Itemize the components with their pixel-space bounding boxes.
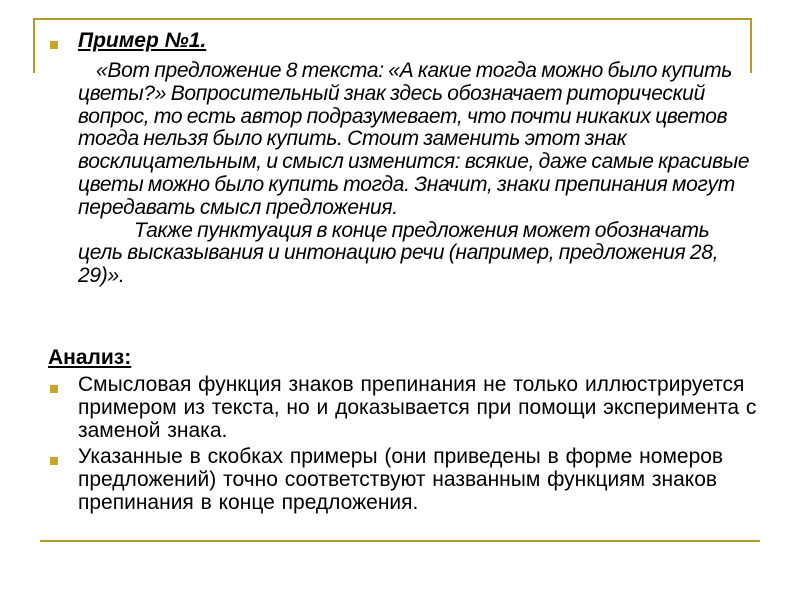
left-divider-line xyxy=(33,18,35,73)
square-bullet-icon xyxy=(50,385,58,393)
analysis-item: Указанные в скобках примеры (они приведены в форме номеров предложений) точно соответствуют названным функциям знаков препинания в конце предложения. xyxy=(78,445,724,514)
analysis-item: Смысловая функция знаков препинания не только иллюстрируется примером из текста, но и доказывается при помощи эксперимента с заменой знака. xyxy=(78,373,757,442)
quote-paragraph: «Вот предложение 8 текста: «А какие тогда можно было купить цветы?» Вопросительный знак здесь обозначает риторический вопрос, то есть автор подразумевает, что почти никаких цветов тогда нельзя было купить. Стоит заменить этот знак восклицательным, и смысл изменится: всякие, даже самые красивые цветы можно было купить тогда. Значит, знаки препинания могут передавать смысл предложения. xyxy=(78,59,750,219)
example-title: Пример №1. xyxy=(78,29,207,52)
bottom-divider-line xyxy=(40,540,760,542)
example-quote xyxy=(78,60,758,288)
top-divider-line xyxy=(34,18,752,20)
square-bullet-icon xyxy=(50,41,58,49)
quote-paragraph: Также пунктуация в конце предложения может обозначать цель высказывания и интонацию речи (например, предложения 28, 29)». xyxy=(78,218,719,288)
square-bullet-icon xyxy=(50,457,58,465)
analysis-heading: Анализ: xyxy=(48,346,132,369)
